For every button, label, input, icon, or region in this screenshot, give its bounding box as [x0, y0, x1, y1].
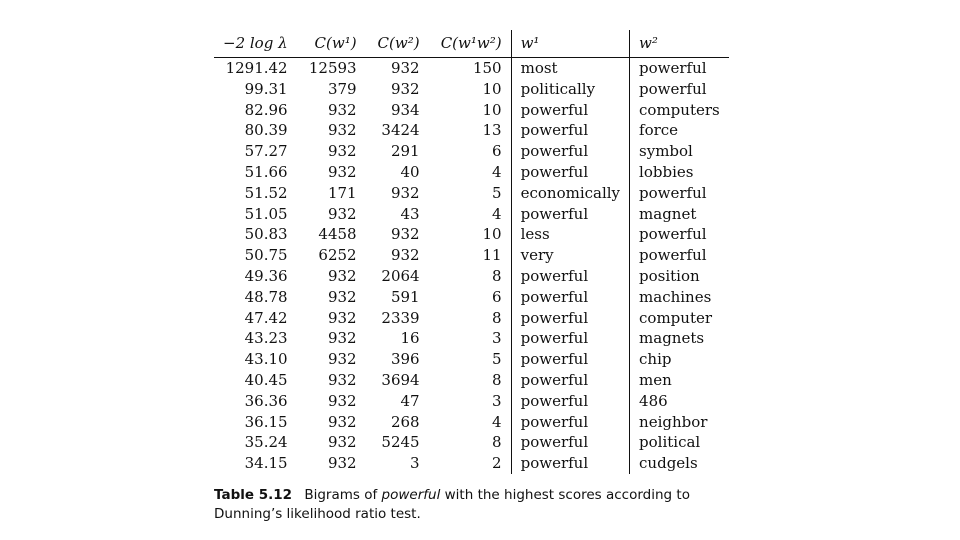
cell-w1: powerful	[511, 412, 629, 433]
table-row	[214, 162, 729, 183]
cell-count-w1: 932	[327, 287, 357, 306]
table-row	[214, 349, 729, 370]
cell-count-w2: 3694	[381, 370, 420, 389]
table-row	[214, 370, 729, 391]
cell-count-bigram: 8	[492, 370, 502, 389]
caption-emphasis: powerful	[381, 486, 441, 503]
cell-count-w2: 932	[390, 246, 420, 265]
cell-count-bigram: 8	[492, 266, 502, 285]
table-row	[214, 58, 729, 79]
document-page	[214, 30, 754, 524]
cell-count-w1: 932	[327, 370, 357, 389]
table-row	[214, 141, 729, 162]
cell-log-likelihood: 43.23	[244, 329, 288, 348]
table-body	[214, 58, 729, 474]
cell-w2: powerful	[630, 79, 729, 100]
cell-count-w2: 932	[390, 183, 420, 202]
column-header-log-likelihood: −2 log λ	[214, 30, 297, 58]
caption-text-before: Bigrams of	[304, 486, 378, 503]
cell-count-w2: 3	[410, 454, 420, 473]
cell-count-w1: 932	[327, 454, 357, 473]
cell-log-likelihood: 82.96	[244, 100, 288, 119]
cell-count-w2: 291	[390, 142, 420, 161]
cell-w2: cudgels	[630, 453, 729, 474]
column-header-w2: w²	[630, 30, 729, 58]
cell-w2: computers	[630, 100, 729, 121]
column-header-w1: w¹	[511, 30, 629, 58]
cell-count-w1: 932	[327, 412, 357, 431]
cell-count-w2: 16	[400, 329, 420, 348]
cell-count-bigram: 150	[472, 59, 502, 77]
cell-count-w1: 932	[327, 100, 357, 119]
cell-w2: political	[630, 432, 729, 453]
cell-count-bigram: 4	[492, 412, 502, 431]
cell-log-likelihood: 49.36	[244, 266, 288, 285]
cell-count-w1: 932	[327, 266, 357, 285]
cell-w1: politically	[511, 79, 629, 100]
cell-count-w1: 932	[327, 433, 357, 452]
cell-count-bigram: 2	[492, 454, 502, 473]
cell-count-w1: 932	[327, 142, 357, 161]
cell-w2: men	[630, 370, 729, 391]
cell-count-w2: 2339	[381, 308, 420, 327]
caption-label: Table 5.12	[214, 486, 293, 503]
table-row	[214, 391, 729, 412]
cell-log-likelihood: 51.05	[244, 204, 288, 223]
cell-w1: powerful	[511, 370, 629, 391]
table-row	[214, 308, 729, 329]
cell-count-w1: 4458	[318, 225, 357, 244]
cell-w1: powerful	[511, 328, 629, 349]
cell-w2: magnet	[630, 204, 729, 225]
cell-log-likelihood: 47.42	[244, 308, 288, 327]
cell-count-w1: 379	[327, 79, 357, 98]
cell-count-w1: 932	[327, 308, 357, 327]
cell-log-likelihood: 99.31	[244, 79, 288, 98]
cell-w1: powerful	[511, 162, 629, 183]
cell-log-likelihood: 50.83	[244, 225, 288, 244]
cell-count-bigram: 4	[492, 204, 502, 223]
cell-w1: powerful	[511, 141, 629, 162]
table-row	[214, 266, 729, 287]
cell-count-w2: 932	[390, 225, 420, 244]
cell-count-w2: 591	[390, 287, 420, 306]
cell-w2: computer	[630, 308, 729, 329]
cell-count-bigram: 3	[492, 391, 502, 410]
cell-count-w1: 932	[327, 391, 357, 410]
cell-log-likelihood: 50.75	[244, 246, 288, 265]
cell-w2: powerful	[630, 224, 729, 245]
bigram-table	[214, 30, 729, 474]
table-row	[214, 287, 729, 308]
cell-count-w2: 43	[400, 204, 420, 223]
cell-count-w2: 40	[400, 162, 420, 181]
cell-log-likelihood: 35.24	[244, 433, 288, 452]
column-header-count-w1: C(w¹)	[297, 30, 366, 58]
cell-count-w2: 934	[390, 100, 420, 119]
table-row	[214, 224, 729, 245]
cell-log-likelihood: 43.10	[244, 350, 288, 369]
cell-w2: symbol	[630, 141, 729, 162]
cell-count-bigram: 10	[482, 225, 502, 244]
table-row	[214, 183, 729, 204]
cell-w1: powerful	[511, 100, 629, 121]
cell-w1: less	[511, 224, 629, 245]
cell-w1: powerful	[511, 453, 629, 474]
cell-w2: machines	[630, 287, 729, 308]
cell-count-bigram: 6	[492, 287, 502, 306]
cell-count-w2: 47	[400, 391, 420, 410]
cell-count-w1: 932	[327, 204, 357, 223]
cell-w1: powerful	[511, 432, 629, 453]
table-header-row	[214, 30, 729, 58]
cell-count-w1: 6252	[318, 246, 357, 265]
cell-w2: powerful	[630, 58, 729, 79]
cell-w2: position	[630, 266, 729, 287]
cell-w1: powerful	[511, 204, 629, 225]
table-row	[214, 432, 729, 453]
cell-count-w2: 932	[390, 79, 420, 98]
cell-w1: economically	[511, 183, 629, 204]
table-row	[214, 412, 729, 433]
table-row	[214, 79, 729, 100]
column-header-count-w2: C(w²)	[366, 30, 429, 58]
cell-count-bigram: 5	[492, 350, 502, 369]
table-row	[214, 245, 729, 266]
cell-count-bigram: 3	[492, 329, 502, 348]
cell-w1: most	[511, 58, 629, 79]
cell-log-likelihood: 34.15	[244, 454, 288, 473]
cell-w1: powerful	[511, 391, 629, 412]
cell-w1: powerful	[511, 120, 629, 141]
table-caption	[214, 486, 749, 524]
cell-log-likelihood: 57.27	[244, 142, 288, 161]
cell-count-bigram: 11	[482, 246, 502, 265]
cell-count-bigram: 8	[492, 433, 502, 452]
cell-count-w1: 932	[327, 329, 357, 348]
cell-w2: 486	[630, 391, 729, 412]
cell-w1: powerful	[511, 287, 629, 308]
cell-count-w1: 171	[327, 183, 357, 202]
cell-w2: chip	[630, 349, 729, 370]
cell-w2: powerful	[630, 183, 729, 204]
cell-count-w2: 3424	[381, 121, 420, 140]
cell-count-w1: 12593	[308, 59, 357, 77]
table-row	[214, 204, 729, 225]
cell-count-w2: 2064	[381, 266, 420, 285]
cell-count-bigram: 10	[482, 79, 502, 98]
cell-log-likelihood: 48.78	[244, 287, 288, 306]
cell-count-bigram: 5	[492, 183, 502, 202]
cell-count-w1: 932	[327, 162, 357, 181]
column-header-count-bigram: C(w¹w²)	[429, 30, 512, 58]
table-row	[214, 120, 729, 141]
cell-w1: powerful	[511, 266, 629, 287]
cell-w2: neighbor	[630, 412, 729, 433]
cell-count-bigram: 10	[482, 100, 502, 119]
cell-count-w2: 932	[390, 59, 420, 77]
cell-log-likelihood: 36.15	[244, 412, 288, 431]
cell-count-w2: 268	[390, 412, 420, 431]
cell-log-likelihood: 36.36	[244, 391, 288, 410]
cell-count-bigram: 13	[482, 121, 502, 140]
cell-count-bigram: 8	[492, 308, 502, 327]
cell-w2: force	[630, 120, 729, 141]
cell-w2: magnets	[630, 328, 729, 349]
table-row	[214, 453, 729, 474]
caption-text-after: with the highest scores according to Dunning’s likelihood ratio test.	[214, 486, 690, 522]
cell-log-likelihood: 51.52	[244, 183, 288, 202]
cell-count-w1: 932	[327, 350, 357, 369]
cell-count-w2: 396	[390, 350, 420, 369]
cell-count-bigram: 6	[492, 142, 502, 161]
cell-w1: powerful	[511, 349, 629, 370]
table-row	[214, 328, 729, 349]
cell-count-w2: 5245	[381, 433, 420, 452]
cell-w2: powerful	[630, 245, 729, 266]
cell-w2: lobbies	[630, 162, 729, 183]
cell-count-w1: 932	[327, 121, 357, 140]
cell-w1: powerful	[511, 308, 629, 329]
cell-w1: very	[511, 245, 629, 266]
cell-count-bigram: 4	[492, 162, 502, 181]
cell-log-likelihood: 40.45	[244, 370, 288, 389]
cell-log-likelihood: 80.39	[244, 121, 288, 140]
table-row	[214, 100, 729, 121]
cell-log-likelihood: 1291.42	[225, 59, 288, 77]
cell-log-likelihood: 51.66	[244, 162, 288, 181]
